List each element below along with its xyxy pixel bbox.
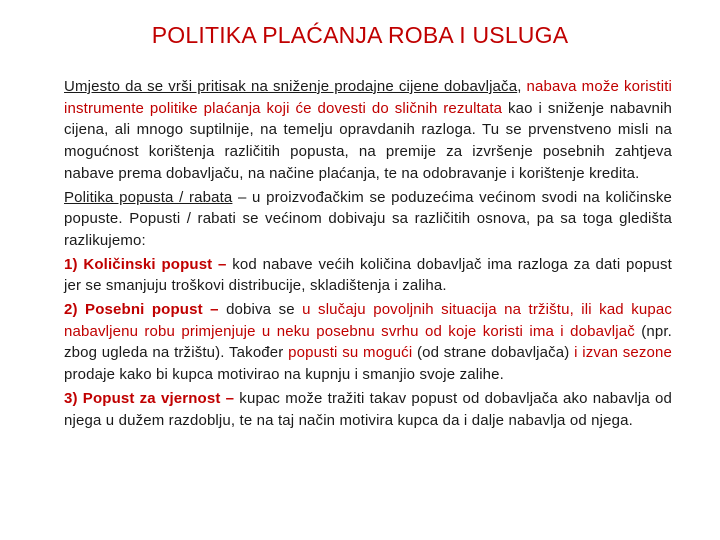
body-text: kao i sniženje nabavnih cijena, ali mnogo suptilnije, na temelju opravdanih razloga. Tu se prvenstveno misli na mogućnost korištenja različitih popusta, na premije za izvršenje posebnih zahtjeva nabave prema dobavljaču, na načine plaćanja, te na odobravanje i korištenje kredita.: [64, 99, 672, 182]
underlined-text: Politika popusta / rabata: [64, 188, 233, 206]
body-text: ,: [517, 78, 527, 95]
body-text: prodaje kako bi kupca motivirao na kupnju i smanjio svoje zalihe.: [64, 366, 504, 384]
quantity-discount-paragraph: [64, 254, 672, 297]
body-text: kod nabave većih količina dobavljač ima razloga za dati popust jer se smanjuju troškovi distribucije, skladištenja i zaliha.: [64, 255, 672, 295]
rebate-policy-paragraph: [64, 187, 672, 252]
special-discount-paragraph: [64, 299, 672, 386]
intro-paragraph: [64, 76, 672, 185]
loyalty-discount-paragraph: [64, 388, 672, 431]
highlighted-text: popusti su mogući: [288, 344, 413, 362]
body-text: – u proizvođačkim se poduzećima većinom svodi na količinske popuste. Popusti / rabati se većinom dobivaju sa različitih osnova, pa sa toga gledišta razlikujemo:: [64, 188, 672, 249]
highlighted-text: i izvan sezone: [574, 344, 673, 362]
highlighted-text: nabava može koristiti instrumente politike plaćanja koji će dovesti do sličnih rezultata: [64, 78, 673, 117]
body-text: dobiva se: [218, 301, 303, 319]
body-text: (npr. zbog ugleda na tržištu). Također: [64, 322, 672, 362]
body-text: kupac može tražiti takav popust od dobavljača ako nabavlja od njega u dužem razdoblju, te na taj način motivira kupca da i dalje nabavlja od njega.: [64, 389, 673, 429]
underlined-text: Umjesto da se vrši pritisak na sniženje prodajne cijene dobavljača: [64, 78, 518, 95]
slide-body: [64, 76, 672, 431]
highlighted-text: u slučaju povoljnih situacija na tržištu, ili kad kupac nabavljenu robu primjenjuje u neku posebnu svrhu od koje koristi ima i dobavljač: [64, 301, 672, 340]
body-text: (od strane dobavljača): [412, 344, 575, 362]
highlighted-text: 1) Količinski popust –: [64, 255, 227, 273]
highlighted-text: 3) Popust za vjernost –: [64, 389, 235, 407]
highlighted-text: 2) Posebni popust –: [64, 301, 219, 319]
slide-title: POLITIKA PLAĆANJA ROBA I USLUGA: [151, 22, 569, 48]
